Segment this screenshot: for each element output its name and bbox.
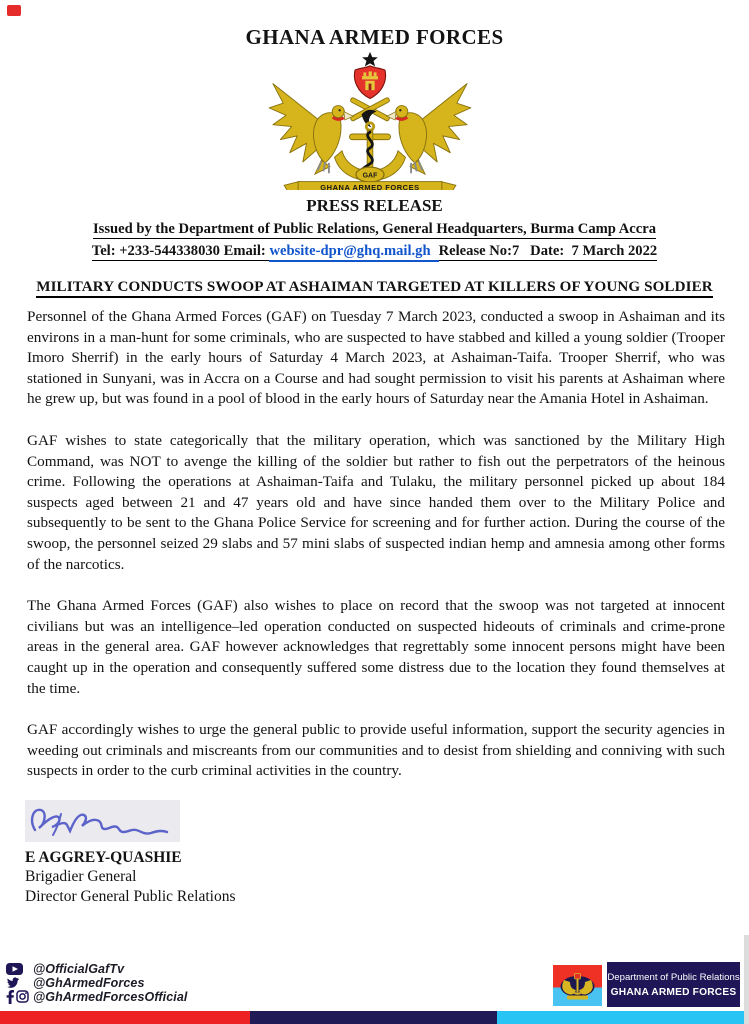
- release-and-date: Release No:7 Date: 7 March 2022: [438, 243, 658, 259]
- paragraph-3: The Ghana Armed Forces (GAF) also wishes to place on record that the swoop was not targeted at innocent civilians but was an intelligence–led operation conducted on suspected hideouts of criminals and crime-prone areas in the general area. GAF however acknowledges that regrettably some innocent persons might have been caught up in the operation and consequently suffered some distress due to the location they found themselves at the time.: [27, 597, 725, 697]
- department-name: Department of Public Relations: [607, 971, 740, 983]
- headline: MILITARY CONDUCTS SWOOP AT ASHAIMAN TARGETED AT KILLERS OF YOUNG SOLDIER: [0, 279, 749, 296]
- press-release-heading: PRESS RELEASE: [306, 196, 443, 215]
- bar-navy-segment: [250, 1011, 497, 1024]
- crest-monogram: GAF: [362, 172, 378, 180]
- red-corner-icon: [7, 5, 21, 16]
- signature-image: [25, 800, 180, 842]
- twitter-handle: @GhArmedForces: [33, 975, 145, 990]
- social-row-twitter: [6, 976, 187, 989]
- footer-color-bar: [0, 1011, 749, 1024]
- crest-banner-text: GHANA ARMED FORCES: [320, 183, 420, 190]
- star-icon: [362, 52, 378, 67]
- facebook-instagram-handle: @GhArmedForcesOfficial: [33, 989, 188, 1004]
- department-box: [607, 962, 740, 1007]
- body-text: [27, 307, 725, 803]
- bar-red-segment: [0, 1011, 250, 1024]
- signatory-rank: Brigadier General: [25, 868, 137, 885]
- paragraph-2: GAF wishes to state categorically that the military operation, which was sanctioned by the Military High Command, was NOT to avenge the killing of the soldier but rather to fish out the perpetrators of the heinous crime. Following the operations at Ashaiman-Taifa and Tulaku, the military personnel picked up about 184 suspects aged between 21 and 47 years old and have since handed them over to the Military Police and subsequently to be sent to the Ghana Police Service for screening and for further action. During the course of the swoop, the personnel seized 29 slabs and 57 mini slabs of suspected indian hemp and amnesia among other forms of the narcotics.: [27, 431, 725, 573]
- handwritten-signature-icon: [25, 800, 180, 842]
- instagram-icon: [16, 990, 29, 1003]
- social-row-facebook-instagram: [6, 990, 187, 1003]
- bar-blue-segment: [497, 1011, 749, 1024]
- twitter-icon: [6, 977, 20, 989]
- page-title: GHANA ARMED FORCES: [245, 25, 504, 49]
- department-badge: [553, 962, 740, 1007]
- gaf-flag-icon: [553, 965, 602, 1006]
- paragraph-4: GAF accordingly wishes to urge the general public to provide useful information, support the security agencies in weeding out criminals and miscreants from our communities and to desist from shielding and conniving with such suspects in order to the curb criminal activities in the country.: [27, 721, 725, 780]
- signature-block: [25, 800, 235, 907]
- page-edge-strip: [744, 935, 749, 1024]
- crossed-swords-icon: [350, 97, 390, 121]
- youtube-icon: [6, 963, 23, 975]
- organization-name: GHANA ARMED FORCES: [610, 986, 737, 998]
- social-media-block: [6, 962, 187, 1004]
- email-link[interactable]: website-dpr@ghq.mail.gh: [269, 243, 438, 262]
- paragraph-1: Personnel of the Ghana Armed Forces (GAF) on Tuesday 7 March 2023, conducted a swoop in Ashaiman and its environs in a man-hunt for some criminals, who are suspected to have stabbed and killed a young soldier (Trooper Imoro Sherrif) in the early hours of Saturday 4 March 2023, at Ashaiman-Taifa. Trooper Sherrif, who was stationed in Sunyani, was in Accra on a Course and had sought permission to visit his parents at Ashaiman where he grew up, but was found in a pool of blood in the early hours of Saturday near the Amania Hotel in Ashaiman.: [27, 308, 725, 408]
- contact-line: [0, 243, 749, 260]
- tel-label: Tel: +233-544338030 Email:: [91, 243, 270, 259]
- signatory-name: E AGGREY-QUASHIE: [25, 849, 182, 866]
- social-row-youtube: [6, 962, 187, 975]
- youtube-handle: @OfficialGafTv: [33, 961, 125, 976]
- gaf-crest: [265, 50, 475, 190]
- facebook-icon: [6, 990, 14, 1004]
- signatory-title: Director General Public Relations: [25, 888, 236, 905]
- issued-by-line: Issued by the Department of Public Relations, General Headquarters, Burma Camp Accra: [92, 221, 657, 237]
- gaf-coat-of-arms-icon: [265, 50, 475, 190]
